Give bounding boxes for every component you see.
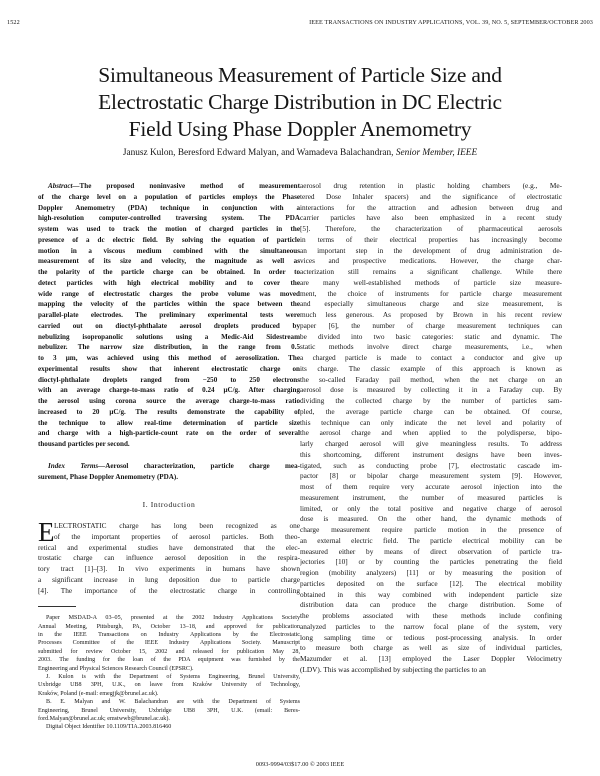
body-text-line: aerosol drug retention in plastic holding chambers (e.g., Me-: [300, 181, 562, 190]
body-text-line: tered Dose Inhaler spacers) and the significance of electrostatic: [300, 191, 562, 201]
body-text-line: and especially simultaneous charge and size measurement, is: [300, 299, 562, 309]
footnote-line: Engineering, Brunel University, Uxbridge UB8 3PH, U.K. (email: Beres-: [38, 707, 300, 714]
body-text-line: much less generous. As proposed by Brown in his recent review: [300, 310, 562, 319]
body-text-line: jectories [10] or by counting the particles penetrating the field: [300, 557, 562, 567]
body-text-line: paper [6], the number of charge measurement techniques can: [300, 320, 562, 330]
intro-line: a significant increase in lung deposition due to particle charge: [38, 574, 300, 584]
title-line: Field Using Phase Doppler Anemometry: [128, 117, 472, 141]
body-text-line: the problems associated with these methods include confining: [300, 611, 562, 620]
doi-line: Digital Object Identifier 10.1109/TIA.2003.816460: [46, 724, 172, 731]
body-text-line: dividing the collected charge by the number of particles sam-: [300, 396, 562, 405]
body-text-line: aerosol dose is measured by collecting it in a Faraday cup. By: [300, 385, 562, 395]
body-text-line: long sampling time or tedious post-processing analysis. In order: [300, 632, 562, 642]
intro-line: trostatic charge can influence aerosol deposition in the respira-: [38, 553, 300, 563]
drop-cap: E: [38, 517, 55, 547]
body-text-line: the aerosol charge and when applied to the polydisperse, bipo-: [300, 428, 562, 438]
body-text-line: a charged particle is made to contact a conductor and give up: [300, 353, 562, 362]
body-text-line: acterization still remains a significant challenge. While there: [300, 267, 562, 276]
abstract-line: carried out on dioctyl-phthalate aerosol droplets produced by: [38, 321, 300, 330]
body-text-line: pled, the average particle charge can be obtained. Of course,: [300, 406, 562, 416]
section-heading: I. Introduction: [142, 500, 196, 510]
abstract-line: Doppler Anemometry (PDA) technique in conjunction with a: [38, 203, 300, 212]
left-column: [38, 181, 300, 732]
body-text-line: interactions for the attraction and adhesion between drug and: [300, 202, 562, 212]
abstract: [38, 181, 300, 450]
abstract-line: the technique to allow real-time determination of particle size: [38, 418, 300, 427]
abstract-line: thousand particles per second.: [38, 440, 130, 448]
abstract-line: motion in a viscous medium combined with the simultaneous: [38, 246, 300, 255]
body-text-line: distribution data can produce the charge distribution. Some of: [300, 600, 562, 610]
abstract-line: system was used to track the motion of charged particles in the: [38, 225, 300, 233]
intro-line: [4]. The importance of the electrostatic charge in controlling: [38, 585, 300, 595]
body-text-line: obtained in this way combined with independent particle size: [300, 589, 562, 599]
abstract-line: Abstract—The proposed noninvasive method of measurement: [48, 182, 300, 190]
body-text-line: its charge. The classic example of this approach is known as: [300, 363, 562, 373]
body-text-line: region (mobility analyzers) [11] or by measuring the position of: [300, 568, 562, 577]
author-membership: Senior Member, IEEE: [395, 148, 478, 158]
running-header: [7, 19, 593, 29]
right-column: [300, 181, 562, 676]
footnote-line: 2003. The funding for the loan of the PDA equipment was furnished by the: [38, 657, 300, 664]
body-text-line: are many well-established methods of particle size measure-: [300, 277, 562, 287]
body-text-line: be divided into two basic categories: static and dynamic. The: [300, 331, 562, 341]
abstract-line: high-resolution computer-controlled traversing system. The PDA: [38, 214, 300, 223]
index-terms-line: surement, Phase Doppler Anemometry (PDA).: [38, 472, 179, 481]
abstract-line: mapping the velocity of the particles within the space between the: [38, 300, 300, 309]
abstract-line: parallel-plate electrodes. The preliminary experimental tests were: [38, 311, 300, 319]
body-text-line: this shortcoming, different instrument designs have been inves-: [300, 449, 562, 459]
body-text-line: static methods involve direct charge measurements, i.e., when: [300, 342, 562, 352]
footnote-line: B. E. Malyan and W. Balachandran are with the Department of Systems: [46, 699, 300, 706]
abstract-line: with an average charge-to-mass ratio of 0.24 μC/g. After charging: [38, 386, 300, 395]
title-line: Electrostatic Charge Distribution in DC Electric: [98, 90, 502, 114]
abstract-line: dioctyl-phthalate droplets ranged from −250 to 250 electrons: [38, 375, 300, 384]
author-line: [20, 148, 580, 158]
intro-line: tory tract [1]–[3]. In vivo experiments in humans have shown: [38, 564, 300, 573]
footnote-line: ford.Malyan@brunel.ac.uk; emstwwb@brunel.ac.uk).: [38, 715, 170, 722]
body-text-line: (LDV). This was accomplished by subjecting the particles to an: [300, 664, 486, 674]
abstract-line: detect particles with high electrical mobility and to cover the: [38, 278, 300, 287]
intro-line: LECTROSTATIC charge has long been recognized as one: [54, 521, 300, 530]
body-text-line: an important step in the development of drug administration de-: [300, 245, 562, 255]
paper-title: [30, 62, 570, 143]
footnotes: [38, 614, 300, 731]
abstract-line: presence of a dc electric field. By solving the equation of particle: [38, 235, 300, 244]
body-text-line: pactor [8] or bipolar charge measurement system [9]. However,: [300, 471, 562, 481]
body-text-line: measurement instrument, the number of measured particles is: [300, 492, 562, 502]
footnote-line: Paper MSDAD-A 03–05, presented at the 2002 Industry Applications Society: [46, 615, 300, 622]
body-text-line: vices and prospective medications. However, the charge char-: [300, 256, 562, 266]
intro-paragraph: [38, 517, 300, 596]
abstract-line: nebulizing isopropanolic solutions using a Medic-Aid Sidestream: [38, 332, 300, 341]
abstract-line: the aerosol using corona source the average charge-to-mass ratio: [38, 397, 300, 405]
author-names: Janusz Kulon, Beresford Edward Malyan, and Wamadeva Balachandran,: [122, 148, 394, 158]
body-text-line: [5]. Therefore, the characterization of pharmaceutical aerosols: [300, 224, 562, 233]
title-line: Simultaneous Measurement of Particle Size and: [98, 63, 502, 87]
index-terms-label: Index Terms—: [48, 461, 106, 470]
abstract-line: of the charge level on a population of particles employs the Phase: [38, 192, 300, 201]
body-text-line: dose is measured. On the other hand, the dynamic methods of: [300, 514, 562, 524]
body-text-line: carrier particles have also been emphasized in a recent study: [300, 213, 562, 223]
body-text-line: an external electric field. The particle electrical mobility can be: [300, 535, 562, 545]
footnote-line: submitted for review October 15, 2002 and released for publication May 28,: [38, 648, 300, 655]
footnote-line: Annual Meeting, Pittsburgh, PA, October 13–18, and approved for publication: [38, 623, 300, 630]
intro-line: retical and experimental studies have demonstrated that the elec-: [38, 542, 300, 552]
abstract-line: nebulizer. The narrow size distribution, in the range from 0.5: [38, 343, 300, 352]
footnote-line: Processes Committee of the IEEE Industry Applications Society. Manuscript: [38, 640, 300, 647]
index-terms: [38, 461, 300, 483]
body-text-line: charge measurement require particle motion in the presence of: [300, 525, 562, 534]
abstract-line: wide range of electrostatic charges the probe volume was moved: [38, 289, 300, 298]
body-text-line: ment, the choice of instruments for particle charge measurement: [300, 288, 562, 298]
abstract-line: increased to 20 μC/g. The results demonstrate the capability of: [38, 407, 300, 416]
index-terms-line: Index Terms—Aerosol characterization, particle charge mea-: [48, 461, 300, 470]
abstract-line: to 3 μm, was achieved using this method of aerosolization. The: [38, 354, 300, 362]
body-text-line: most of them require very accurate aerosol injection into the: [300, 482, 562, 491]
footnote-line: Uxbridge UB8 3PH, U.K., on leave from Kraków University of Technology,: [38, 682, 300, 689]
body-text-line: tigated, such as conducting probe [7], electrostatic cascade im-: [300, 460, 562, 470]
body-text-line: to measure both charge as well as size of individual particles,: [300, 643, 562, 653]
body-text-line: the so-called Faraday pail method, when the net charge on an: [300, 374, 562, 384]
footnote-line: in the IEEE Transactions on Industry Applications by the Electrostatic: [38, 632, 300, 639]
body-text-line: larly charged aerosol will give meaningless results. To address: [300, 439, 562, 448]
abstract-line: experimental results show that inherent electrostatic charge on: [38, 364, 300, 373]
page-number: 1522: [7, 19, 20, 26]
copyright-line: 0093-9994/03$17.00 © 2003 IEEE: [255, 761, 345, 768]
abstract-line: measurement of its size and velocity, the magnitude as well as: [38, 257, 300, 266]
body-text-line: in terms of their electrical properties has increasingly become: [300, 234, 562, 244]
abstract-line: the polarity of the particle charge can be obtained. In order to: [38, 268, 300, 276]
footnote-line: J. Kulon is with the Department of Systems Engineering, Brunel University,: [46, 673, 300, 680]
footnote-line: Engineering and Physical Sciences Research Council (EPSRC).: [38, 665, 194, 672]
intro-line: of the important properties of aerosol particles. Both theo-: [54, 531, 300, 541]
body-text-line: analyzed particles to the narrow focal plane of the system, very: [300, 621, 562, 631]
body-text-line: Mazumder et al. [13] employed the Laser Doppler Velocimetry: [300, 654, 562, 663]
body-text-line: limited, or only the total positive and negative charge of aerosol: [300, 503, 562, 513]
body-text-line: this technique can only indicate the net level and polarity of: [300, 417, 562, 427]
running-title: IEEE TRANSACTIONS ON INDUSTRY APPLICATIONS, VOL. 39, NO. 5, SEPTEMBER/OCTOBER 2003: [309, 19, 593, 26]
abstract-line: and charge with a high-particle-count rate on the order of several: [38, 429, 300, 438]
footnote-rule: [38, 606, 76, 607]
abstract-label: Abstract—: [48, 182, 80, 190]
body-text-line: particles deposited on the surface [12]. The electrical mobility: [300, 578, 562, 588]
body-text-line: measured either by means of direct observation of particle tra-: [300, 546, 562, 556]
footnote-line: Kraków, Poland (e-mail: emegjjk@brunel.ac.uk).: [38, 690, 159, 697]
